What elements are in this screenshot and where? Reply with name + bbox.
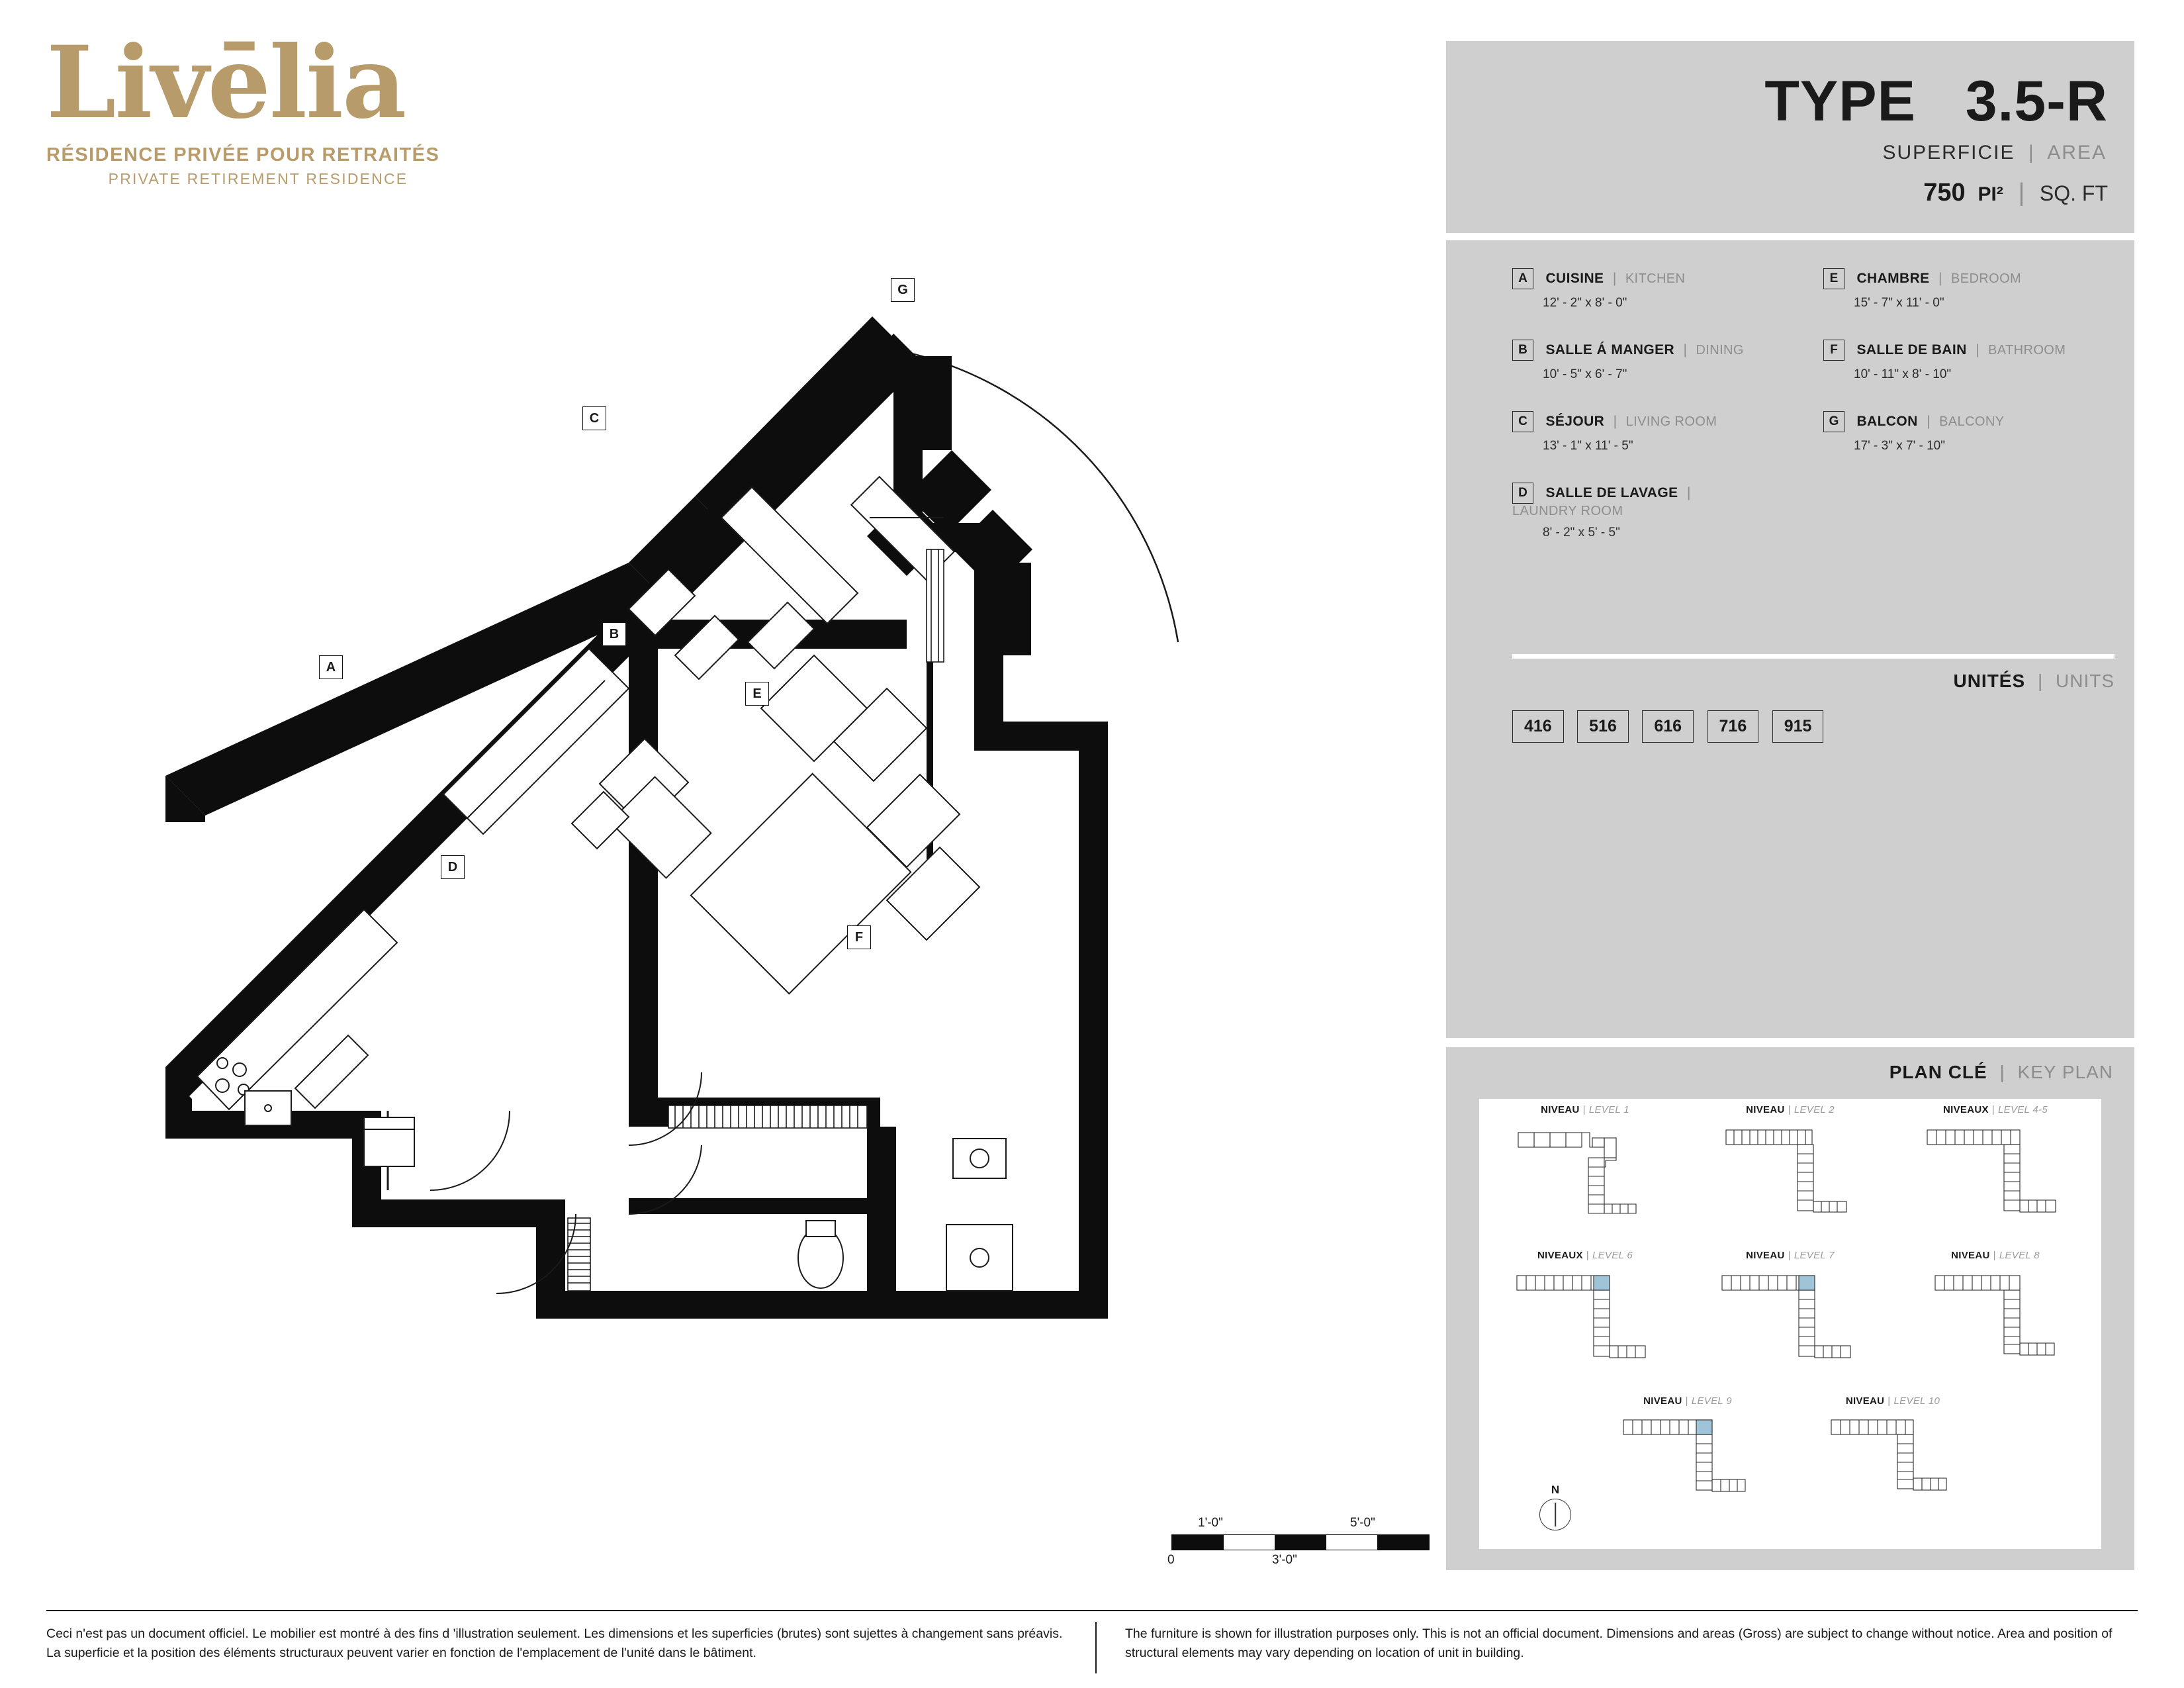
scale-label-0: 0 bbox=[1167, 1553, 1175, 1567]
scale-segments bbox=[1171, 1534, 1430, 1550]
kp-label-en: LEVEL 7 bbox=[1794, 1250, 1835, 1261]
legend-label-fr: BALCON bbox=[1856, 414, 1918, 429]
scale-label-1ft: 1'-0" bbox=[1198, 1516, 1223, 1530]
units-separator: | bbox=[2037, 671, 2044, 691]
kp-label-en: LEVEL 1 bbox=[1588, 1104, 1629, 1115]
kp-label-fr: NIVEAU bbox=[1643, 1395, 1682, 1407]
legend-badge: E bbox=[1823, 268, 1844, 289]
legend-dimensions: 10' - 5" x 6' - 7" bbox=[1543, 367, 1627, 381]
legend-separator: | bbox=[1683, 342, 1687, 357]
unit-chip[interactable]: 915 bbox=[1772, 710, 1824, 743]
closet-hangers bbox=[568, 1218, 590, 1291]
scale-segment bbox=[1275, 1535, 1326, 1550]
area-unit-en: SQ. FT bbox=[2039, 181, 2108, 205]
kp-sep: | bbox=[1685, 1395, 1688, 1407]
legend-badge: C bbox=[1512, 411, 1533, 432]
legend-dimensions: 8' - 2" x 5' - 5" bbox=[1543, 526, 1620, 539]
compass-north-label: N bbox=[1551, 1483, 1560, 1496]
kp-sep: | bbox=[1888, 1395, 1891, 1407]
legend-dimensions: 15' - 7" x 11' - 0" bbox=[1854, 296, 1944, 310]
type-label: TYPE bbox=[1764, 70, 1917, 133]
legend-label-en: BALCONY bbox=[1939, 414, 2005, 429]
kp-label-fr: NIVEAU bbox=[1951, 1250, 1990, 1261]
key-plan-canvas bbox=[1479, 1099, 2101, 1549]
unit-chip[interactable]: 416 bbox=[1512, 710, 1564, 743]
scale-segment bbox=[1326, 1535, 1378, 1550]
kp-label-fr: NIVEAUX bbox=[1537, 1250, 1583, 1261]
key-plan-cell-level-7[interactable] bbox=[1691, 1250, 1889, 1382]
legend-label-en: BEDROOM bbox=[1950, 271, 2022, 286]
key-plan-cell-level-2[interactable] bbox=[1691, 1104, 1889, 1237]
unit-chip[interactable]: 516 bbox=[1577, 710, 1629, 743]
legend-separator: | bbox=[1938, 271, 1942, 286]
area-label-fr: SUPERFICIE bbox=[1882, 142, 2015, 164]
units-title-en: UNITS bbox=[2056, 671, 2115, 691]
footer-vertical-divider bbox=[1095, 1622, 1097, 1673]
scale-bar bbox=[1167, 1516, 1430, 1570]
kp-label-fr: NIVEAUX bbox=[1943, 1104, 1989, 1115]
kp-label-fr: NIVEAU bbox=[1541, 1104, 1580, 1115]
key-plan-cell-level-4-5[interactable] bbox=[1896, 1104, 2095, 1237]
legend-label-en: DINING bbox=[1696, 342, 1744, 357]
legend-item-dining bbox=[1512, 340, 1803, 382]
legend-badge: F bbox=[1823, 340, 1844, 361]
kp-label-en: LEVEL 2 bbox=[1794, 1104, 1835, 1115]
kp-label-en: LEVEL 10 bbox=[1893, 1395, 1940, 1407]
brand-logo bbox=[46, 24, 510, 188]
legend-label-fr: SÉJOUR bbox=[1545, 414, 1605, 429]
legend-item-kitchen bbox=[1512, 268, 1803, 310]
area-label-en: AREA bbox=[2047, 142, 2107, 164]
area-caption bbox=[1882, 142, 2107, 164]
legend-badge: A bbox=[1512, 268, 1533, 289]
area-separator: | bbox=[2018, 179, 2025, 207]
kp-label-fr: NIVEAU bbox=[1746, 1104, 1785, 1115]
legend-dimensions: 13' - 1" x 11' - 5" bbox=[1543, 439, 1633, 453]
legend-item-bedroom bbox=[1823, 268, 2115, 310]
legend-column-right bbox=[1823, 268, 2115, 483]
legend-badge: B bbox=[1512, 340, 1533, 361]
key-plan-cell-label bbox=[1691, 1104, 1889, 1115]
legend-label-fr: SALLE Á MANGER bbox=[1545, 342, 1675, 357]
legend-separator: | bbox=[1927, 414, 1931, 429]
room-tag-f[interactable]: F bbox=[847, 925, 871, 949]
kp-label-en: LEVEL 4-5 bbox=[1998, 1104, 2048, 1115]
scale-segment bbox=[1172, 1535, 1224, 1550]
footer-disclaimer-en: The furniture is shown for illustration purposes only. This is not an official document. Dimensions and areas (Gross) are subject to change without notice. Area and position of structural elements may vary depending on location of unit in building. bbox=[1125, 1626, 2113, 1661]
brand-name: Livēlia bbox=[46, 24, 406, 141]
window-bedroom bbox=[927, 549, 944, 662]
room-tag-e[interactable]: E bbox=[745, 682, 769, 706]
key-plan-cell-label bbox=[1486, 1104, 1684, 1115]
kp-sep: | bbox=[1788, 1104, 1791, 1115]
key-plan-cell-label bbox=[1486, 1250, 1684, 1261]
key-plan-title-fr: PLAN CLÉ bbox=[1889, 1062, 1987, 1082]
legend-item-living-room bbox=[1512, 411, 1803, 453]
legend-column-left bbox=[1512, 268, 1803, 569]
compass-circle-icon bbox=[1539, 1499, 1571, 1530]
units-list bbox=[1512, 710, 1834, 743]
legend-badge: G bbox=[1823, 411, 1844, 432]
kp-label-en: LEVEL 8 bbox=[1999, 1250, 2040, 1261]
legend-dimensions: 10' - 11" x 8' - 10" bbox=[1854, 367, 1952, 381]
key-plan-cell-label bbox=[1794, 1395, 1992, 1407]
legend-separator: | bbox=[1612, 271, 1617, 286]
legend-panel bbox=[1446, 240, 2134, 1038]
key-plan-diagram bbox=[1714, 1264, 1866, 1373]
legend-separator: | bbox=[1686, 485, 1691, 500]
key-plan-title-en: KEY PLAN bbox=[2017, 1062, 2113, 1082]
legend-label-fr: CHAMBRE bbox=[1856, 271, 1930, 286]
legend-item-bathroom bbox=[1823, 340, 2115, 382]
key-plan-cell-label bbox=[1588, 1395, 1787, 1407]
key-plan-cell-label bbox=[1691, 1250, 1889, 1261]
key-plan-cell-label bbox=[1896, 1250, 2095, 1261]
legend-label-en: LIVING ROOM bbox=[1625, 414, 1717, 429]
brand-tagline-en: PRIVATE RETIREMENT RESIDENCE bbox=[108, 170, 408, 187]
unit-chip[interactable]: 716 bbox=[1707, 710, 1759, 743]
key-plan-cell-level-10[interactable] bbox=[1794, 1395, 1992, 1528]
legend-label-en: LAUNDRY ROOM bbox=[1512, 504, 1623, 518]
scale-segment bbox=[1377, 1535, 1429, 1550]
legend-label-fr: SALLE DE LAVAGE bbox=[1545, 485, 1678, 500]
room-tag-b[interactable]: B bbox=[602, 622, 626, 646]
legend-dimensions: 17' - 3" x 7' - 10" bbox=[1854, 439, 1945, 453]
footer-disclaimer-fr: Ceci n'est pas un document officiel. Le mobilier est montré à des fins d 'illustration seulement. Les dimensions et les superficies (brutes) sont sujettes à changement sans préavis. La superficie et la position des éléments structuraux peuvent varier en fonction de l'emplacement de l'unité dans le bâtiment. bbox=[46, 1626, 1063, 1661]
room-tag-g[interactable]: G bbox=[891, 278, 915, 302]
legend-dimensions: 12' - 2" x 8' - 0" bbox=[1543, 296, 1627, 310]
key-plan-diagram bbox=[1509, 1264, 1661, 1373]
kp-sep: | bbox=[1991, 1104, 1995, 1115]
bathroom-fixtures bbox=[798, 1139, 1013, 1291]
key-plan-separator: | bbox=[1999, 1062, 2005, 1082]
compass-rose bbox=[1525, 1483, 1585, 1530]
footer-divider bbox=[46, 1610, 2138, 1611]
legend-label-fr: SALLE DE BAIN bbox=[1856, 342, 1967, 357]
kp-sep: | bbox=[1788, 1250, 1791, 1261]
key-plan-diagram bbox=[1817, 1409, 1969, 1519]
legend-label-fr: CUISINE bbox=[1545, 271, 1604, 286]
caption-separator: | bbox=[2028, 142, 2035, 164]
room-tag-d[interactable]: D bbox=[441, 855, 465, 879]
kp-label-fr: NIVEAU bbox=[1845, 1395, 1885, 1407]
compass-needle-icon bbox=[1555, 1503, 1556, 1526]
kp-label-en: LEVEL 9 bbox=[1691, 1395, 1732, 1407]
legend-separator: | bbox=[1613, 414, 1617, 429]
key-plan-title bbox=[1889, 1062, 2113, 1083]
units-divider bbox=[1512, 654, 2115, 659]
legend-badge: D bbox=[1512, 483, 1533, 504]
kp-sep: | bbox=[1993, 1250, 1996, 1261]
legend-separator: | bbox=[1976, 342, 1979, 357]
key-plan-cell-level-1[interactable] bbox=[1486, 1104, 1684, 1237]
key-plan-diagram bbox=[1919, 1264, 2071, 1373]
brand-tagline-fr: RÉSIDENCE PRIVÉE POUR RETRAITÉS bbox=[46, 144, 440, 165]
units-title bbox=[1953, 671, 2115, 692]
kp-label-en: LEVEL 6 bbox=[1592, 1250, 1633, 1261]
legend-label-en: BATHROOM bbox=[1988, 342, 2066, 357]
type-value: 3.5-R bbox=[1965, 70, 2108, 133]
scale-top-labels bbox=[1171, 1516, 1430, 1534]
key-plan-diagram bbox=[1612, 1409, 1764, 1519]
room-tag-c[interactable]: C bbox=[582, 406, 606, 430]
key-plan-diagram bbox=[1919, 1118, 2071, 1227]
key-plan-panel bbox=[1446, 1047, 2134, 1570]
legend-item-balcony bbox=[1823, 411, 2115, 453]
key-plan-diagram bbox=[1714, 1118, 1866, 1227]
laundry-appliances bbox=[364, 1117, 414, 1166]
key-plan-diagram bbox=[1509, 1118, 1661, 1227]
area-value: 750 bbox=[1923, 179, 1966, 207]
key-plan-cell-label bbox=[1896, 1104, 2095, 1115]
legend-item-laundry-room bbox=[1512, 483, 1803, 540]
units-title-fr: UNITÉS bbox=[1953, 671, 2026, 691]
key-plan-cell-level-6[interactable] bbox=[1486, 1250, 1684, 1382]
kp-label-fr: NIVEAU bbox=[1746, 1250, 1785, 1261]
key-plan-cell-level-8[interactable] bbox=[1896, 1250, 2095, 1382]
key-plan-cell-level-9[interactable] bbox=[1588, 1395, 1787, 1528]
kp-sep: | bbox=[1582, 1104, 1586, 1115]
kp-sep: | bbox=[1586, 1250, 1589, 1261]
scale-bottom-labels bbox=[1167, 1553, 1430, 1570]
type-header-panel bbox=[1446, 41, 2134, 233]
floor-plan-svg bbox=[165, 285, 1291, 1344]
footer bbox=[0, 1610, 2184, 1688]
bedroom-furniture bbox=[691, 655, 979, 994]
type-title bbox=[1764, 69, 2108, 134]
area-unit-fr: PI² bbox=[1978, 183, 2003, 205]
floor-plan-drawing bbox=[165, 285, 1291, 1344]
scale-label-5ft: 5'-0" bbox=[1350, 1516, 1375, 1530]
area-value-row bbox=[1923, 179, 2108, 207]
window-bedroom-lower bbox=[668, 1105, 867, 1128]
room-tag-a[interactable]: A bbox=[319, 655, 343, 679]
legend-label-en: KITCHEN bbox=[1625, 271, 1686, 286]
unit-chip[interactable]: 616 bbox=[1642, 710, 1694, 743]
scale-segment bbox=[1224, 1535, 1275, 1550]
scale-label-3ft: 3'-0" bbox=[1272, 1553, 1297, 1567]
